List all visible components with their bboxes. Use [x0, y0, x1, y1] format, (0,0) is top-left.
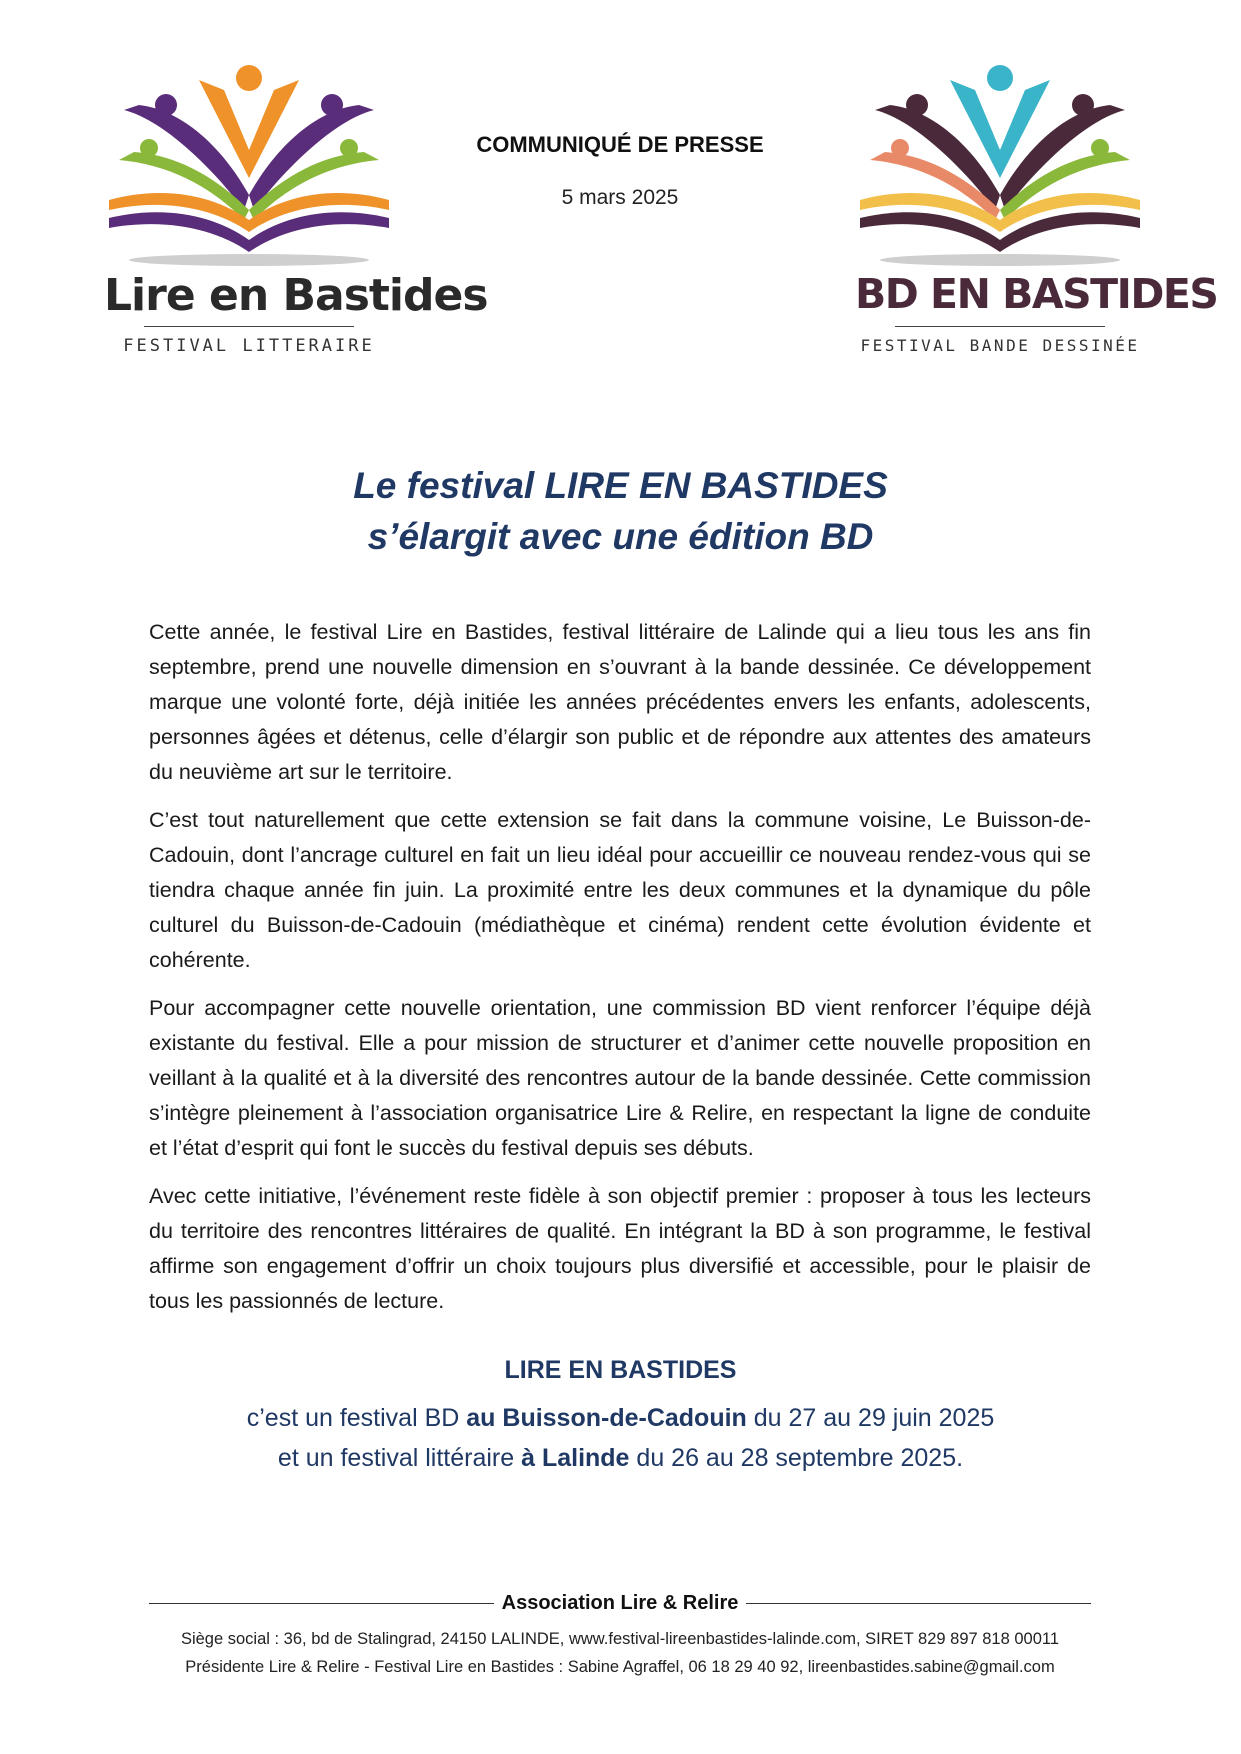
paragraph: Cette année, le festival Lire en Bastides, festival littéraire de Lalinde qui a lieu tous les ans fin septembre, prend une nouvelle dimension en s’ouvrant à la bande dessinée. Ce développement marque une volonté forte, déjà initiée les années précédentes envers les enfants, adolescents, personnes âgées et détenus, celle d’élargir son public et de répondre aux attentes des amateurs du neuvième art sur le territoire.	[149, 620, 1091, 784]
festival-line-bd	[100, 1404, 1141, 1433]
press-release-date: 5 mars 2025	[561, 186, 679, 209]
footer-divider-right	[746, 1603, 1091, 1604]
footer-address: Siège social : 36, bd de Stalingrad, 24150 LALINDE, www.festival-lireenbastides-lalinde.com, SIRET 829 897 818 00011	[180, 1630, 1060, 1648]
logo-right-subtitle: FESTIVAL BANDE DESSINÉE	[860, 336, 1140, 355]
logo-left-rule	[144, 326, 354, 327]
press-release-label: COMMUNIQUÉ DE PRESSE	[476, 132, 764, 157]
paragraph: Pour accompagner cette nouvelle orientation, une commission BD vient renforcer l’équipe déjà existante du festival. Elle a pour mission de structurer et d’animer cette nouvelle proposition en veillant à la qualité et à la diversité des rencontres autour de la bande dessinée. Cette commission s’intègre pleinement à l’association organisatrice Lire & Relire, en respectant la ligne de conduite et l’état d’esprit qui font le succès du festival depuis ses débuts.	[149, 996, 1091, 1160]
festival-place-lalinde: à Lalinde	[521, 1444, 630, 1472]
headline-line-1: Le festival LIRE EN BASTIDES	[353, 465, 888, 506]
lire-en-bastides-logo	[104, 60, 488, 370]
logo-right-title: BD EN BASTIDES	[855, 270, 1218, 318]
festival-line-2c: du 26 au 28 septembre 2025.	[629, 1444, 964, 1472]
footer-association	[149, 1588, 1091, 1618]
footer-association-name: Association Lire & Relire	[501, 1591, 739, 1614]
footer-divider-left	[149, 1603, 494, 1604]
footer-contact: Présidente Lire & Relire - Festival Lire en Bastides : Sabine Agraffel, 06 18 29 40 92, lireenbastides.sabine@gmail.com	[185, 1658, 1055, 1676]
logo-page-purple	[109, 212, 389, 252]
festival-line-1c: du 27 au 29 juin 2025	[746, 1404, 995, 1432]
paragraph: C’est tout naturellement que cette extension se fait dans la commune voisine, Le Buisson-de-Cadouin, dont l’ancrage culturel en fait un lieu idéal pour accueillir ce nouveau rendez-vous qui se tiendra chaque année fin juin. La proximité entre les deux communes et la dynamique du pôle culturel du Buisson-de-Cadouin (médiathèque et cinéma) rendent cette évolution évidente et cohérente.	[149, 808, 1091, 972]
bd-en-bastides-emblem-icon	[855, 60, 1145, 270]
festival-title: LIRE EN BASTIDES	[504, 1356, 737, 1384]
headline-line-2: s’élargit avec une édition BD	[367, 516, 874, 557]
logo-left-subtitle: FESTIVAL LITTERAIRE	[123, 336, 375, 356]
paragraph: Avec cette initiative, l’événement reste fidèle à son objectif premier : proposer à tous les lecteurs du territoire des rencontres littéraires de qualité. En intégrant la BD à son programme, le festival affirme son engagement d’offrir un choix toujours plus diversifié et accessible, pour le plaisir de tous les passionnés de lecture.	[149, 1184, 1091, 1313]
lire-en-bastides-emblem-icon	[104, 60, 394, 270]
body-text	[149, 615, 1091, 1332]
festival-line-litteraire	[100, 1444, 1141, 1473]
festival-place-buisson: au Buisson-de-Cadouin	[466, 1404, 747, 1432]
logo-right-rule	[895, 326, 1105, 327]
logo-page-dark	[860, 212, 1140, 252]
bd-en-bastides-logo	[855, 60, 1218, 370]
headline	[200, 460, 1041, 562]
festival-line-1a: c’est un festival BD	[246, 1404, 467, 1432]
festival-line-2a: et un festival littéraire	[277, 1444, 522, 1472]
logo-left-title: Lire en Bastides	[104, 270, 488, 321]
